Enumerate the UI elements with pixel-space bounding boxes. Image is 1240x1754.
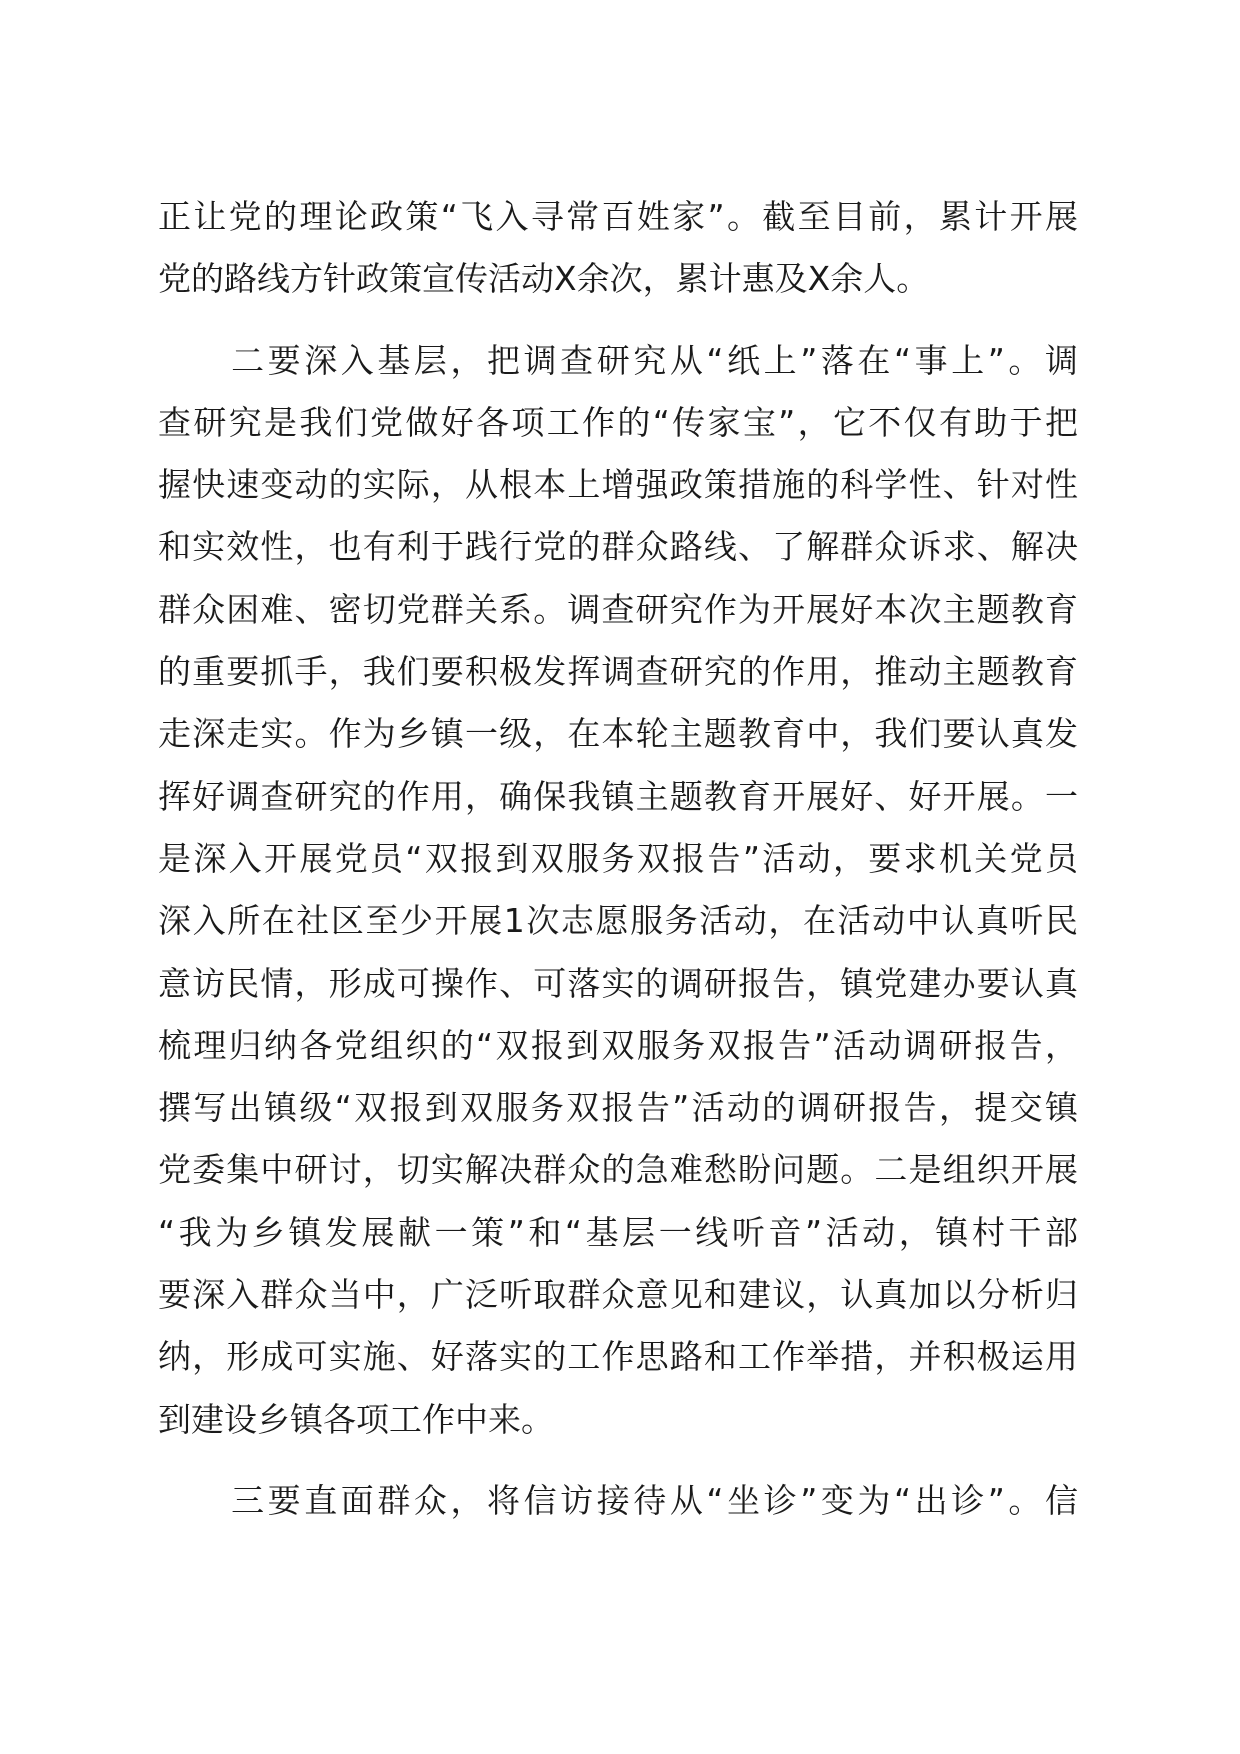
text-line: 意访民情，形成可操作、可落实的调研报告，镇党建办要认真: [158, 963, 1078, 1003]
text-line: 查研究是我们党做好各项工作的“传家宝”，它不仅有助于把: [158, 402, 1078, 442]
text-line: “我为乡镇发展献一策”和“基层一线听音”活动，镇村干部: [158, 1212, 1078, 1252]
text-line: 群众困难、密切党群关系。调查研究作为开展好本次主题教育: [158, 589, 1078, 629]
text-line: 梳理归纳各党组织的“双报到双服务双报告”活动调研报告，: [158, 1025, 1078, 1065]
text-line: 纳，形成可实施、好落实的工作思路和工作举措，并积极运用: [158, 1337, 1078, 1377]
body-text: [158, 186, 1078, 1532]
text-line: 二要深入基层，把调查研究从“纸上”落在“事上”。调: [158, 340, 1078, 380]
text-line: 深入所在社区至少开展1次志愿服务活动，在活动中认真听民: [158, 901, 1078, 941]
text-line: 三要直面群众，将信访接待从“坐诊”变为“出诊”。信: [158, 1480, 1078, 1520]
text-line: 党委集中研讨，切实解决群众的急难愁盼问题。二是组织开展: [158, 1150, 1078, 1190]
text-line: 和实效性，也有利于践行党的群众路线、了解群众诉求、解决: [158, 527, 1078, 567]
text-line: 正让党的理论政策“飞入寻常百姓家”。截至目前，累计开展: [158, 197, 1078, 236]
paragraph-3: [158, 1470, 1078, 1532]
text-line: 走深走实。作为乡镇一级，在本轮主题教育中，我们要认真发: [158, 714, 1078, 754]
text-line: 要深入群众当中，广泛听取群众意见和建议，认真加以分析归: [158, 1275, 1078, 1315]
text-line: 是深入开展党员“双报到双服务双报告”活动，要求机关党员: [158, 838, 1078, 878]
text-line: 到建设乡镇各项工作中来。: [158, 1399, 554, 1439]
text-line: 撰写出镇级“双报到双服务双报告”活动的调研报告，提交镇: [158, 1088, 1078, 1128]
text-line: 党的路线方针政策宣传活动X余次，累计惠及X余人。: [158, 259, 930, 299]
text-line: 握快速变动的实际，从根本上增强政策措施的科学性、针对性: [158, 465, 1078, 505]
text-line: 挥好调查研究的作用，确保我镇主题教育开展好、好开展。一: [158, 776, 1078, 816]
paragraph-2: [158, 330, 1078, 1451]
paragraph-1: [158, 186, 1078, 311]
text-line: 的重要抓手，我们要积极发挥调查研究的作用，推动主题教育: [158, 652, 1078, 692]
